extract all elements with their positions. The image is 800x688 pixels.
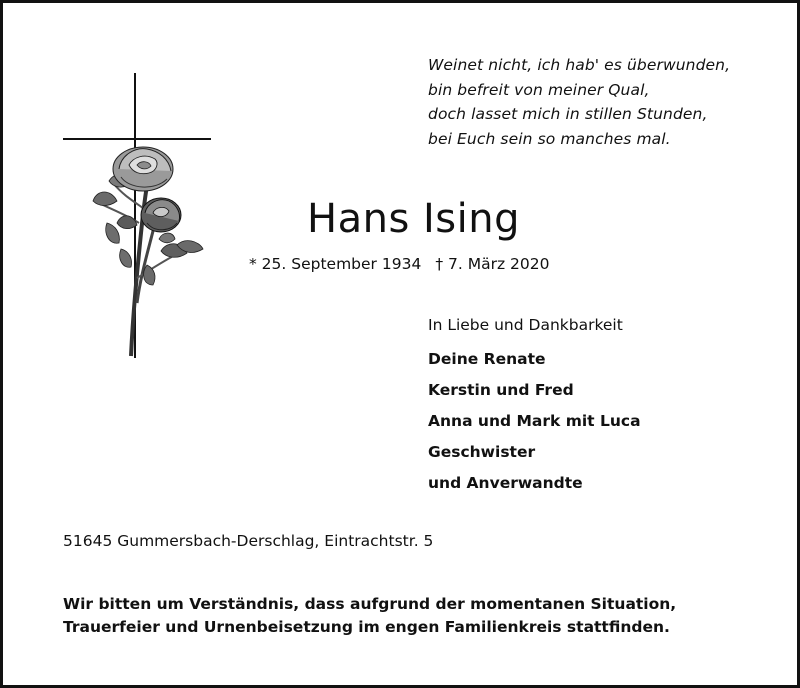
poem-line: Weinet nicht, ich hab' es überwunden,	[428, 56, 731, 74]
notice-line: Trauerfeier und Urnenbeisetzung im engen Familienkreis stattfinden.	[63, 618, 670, 636]
mourner-name: Anna und Mark mit Luca	[428, 412, 641, 430]
poem	[428, 53, 730, 151]
poem-line: bei Euch sein so manches mal.	[428, 129, 671, 148]
cross-with-roses-icon	[63, 73, 213, 363]
notice-line: Wir bitten um Verständnis, dass aufgrund der momentanen Situation,	[63, 595, 677, 613]
mourner-name: Deine Renate	[428, 350, 546, 368]
notice	[63, 593, 676, 639]
mourner-name: und Anverwandte	[428, 474, 583, 492]
mourners	[428, 313, 641, 499]
birth-date: * 25. September 1934	[249, 255, 422, 273]
mourner-name: Kerstin und Fred	[428, 381, 574, 399]
death-date: † 7. März 2020	[435, 255, 550, 273]
life-dates	[249, 253, 549, 275]
mourner-name: Geschwister	[428, 443, 536, 461]
deceased-name: Hans Ising	[307, 196, 520, 242]
poem-line: bin befreit von meiner Qual,	[428, 80, 650, 99]
poem-line: doch lasset mich in stillen Stunden,	[428, 105, 708, 123]
mourners-intro: In Liebe und Dankbarkeit	[428, 316, 623, 334]
address: 51645 Gummersbach-Derschlag, Eintrachtstr. 5	[63, 532, 434, 550]
